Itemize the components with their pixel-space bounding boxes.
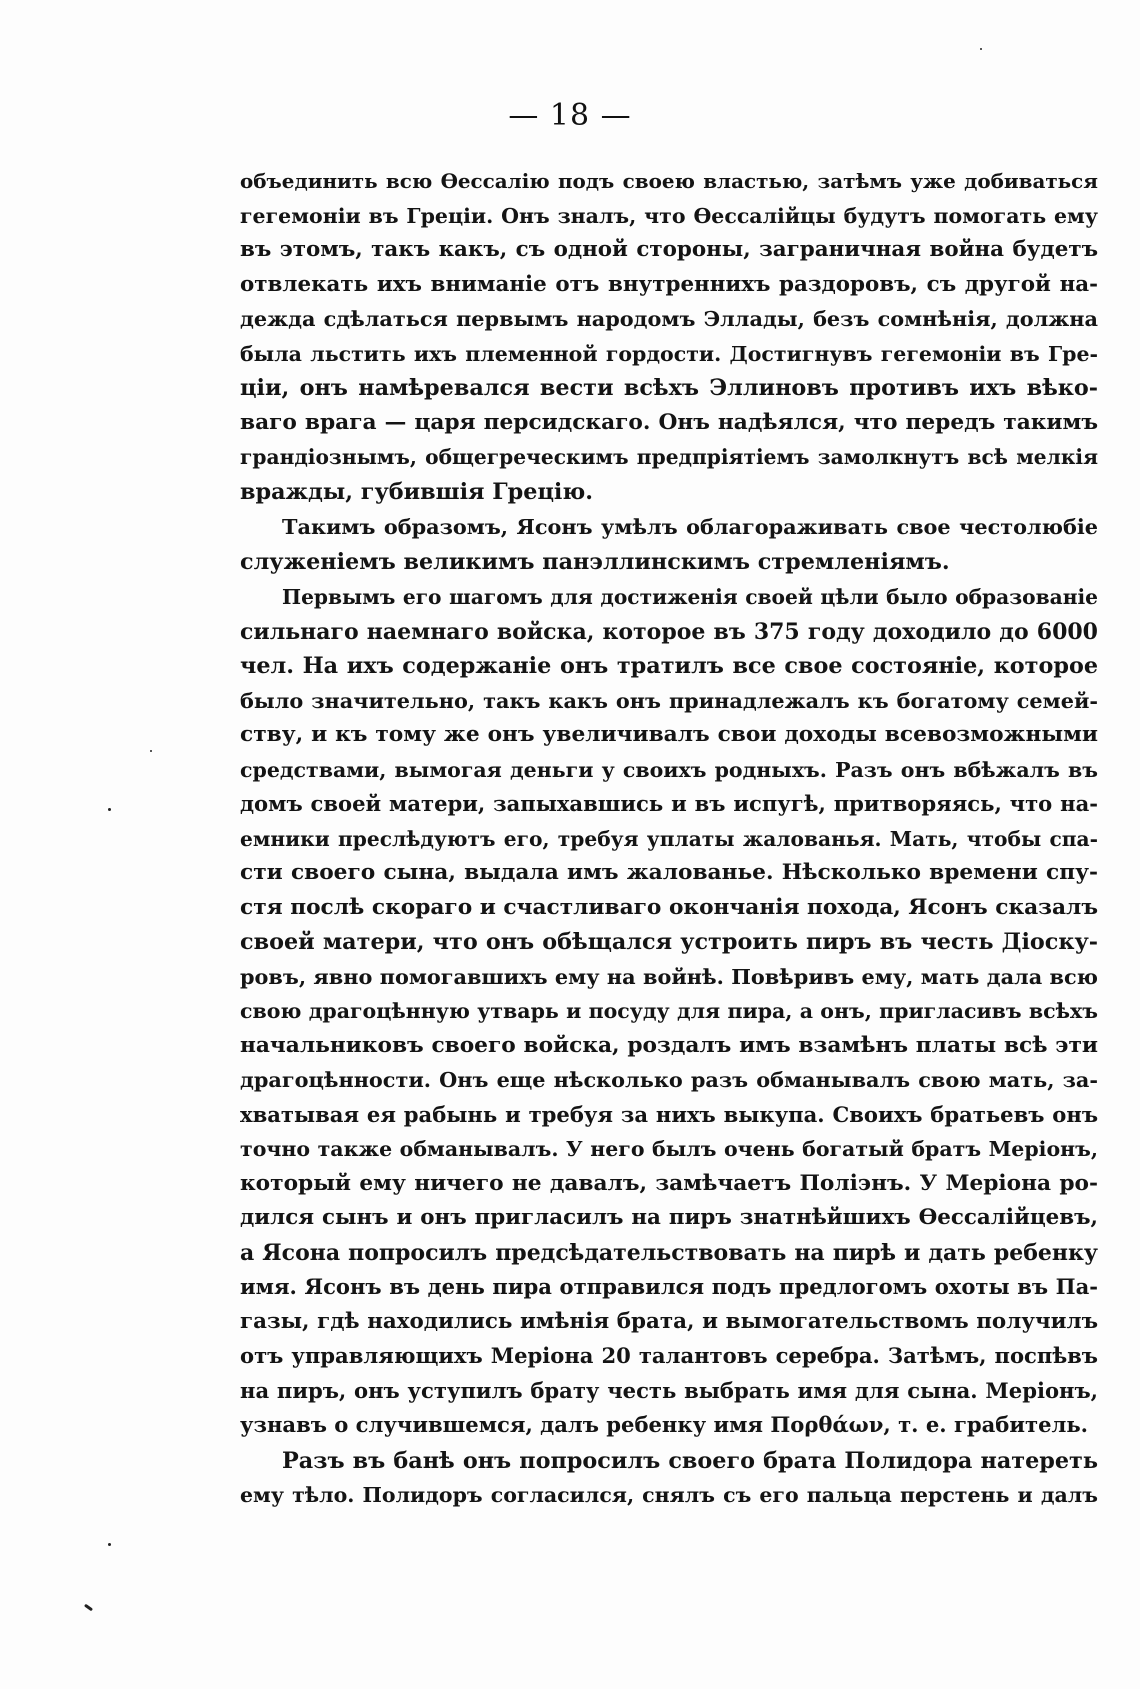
text-line: было значительно, такъ какъ онъ принадлежалъ къ богатому семей- [240,687,1098,713]
text-line: гегемоніи въ Греціи. Онъ зналъ, что Ѳессалійцы будутъ помогать ему [240,203,1098,228]
text-line: объединить всю Ѳессалію подъ своею властью, затѣмъ уже добиваться [240,169,1098,193]
text-line: ваго врага — царя персидскаго. Онъ надѣялся, что передъ такимъ [240,409,1098,435]
body-text [240,164,1098,1513]
text-line: газы, гдѣ находились имѣнія брата, и вымогательствомъ получилъ [240,1308,1098,1334]
page-number: — 18 — [508,98,632,133]
text-line: дился сынъ и онъ пригласилъ на пиръ знатнѣйшихъ Ѳессалійцевъ, [240,1205,1098,1230]
text-line: въ этомъ, такъ какъ, съ одной стороны, заграничная война будетъ [240,237,1098,262]
scan-speck [84,1604,93,1612]
text-line: на пиръ, онъ уступилъ брату честь выбрать имя для сына. Меріонъ, [240,1377,1098,1403]
text-line: стя послѣ скораго и счастливаго окончанія похода, Ясонъ сказалъ [240,894,1098,920]
paragraph [240,1444,1098,1513]
scan-speck [108,1543,111,1546]
text-line: грандіознымъ, общегреческимъ предпріятіемъ замолкнутъ всѣ мелкія [240,445,1098,469]
text-line: была льстить ихъ племенной гордости. Достигнувъ гегемоніи въ Гре- [240,341,1098,366]
text-line: емники преслѣдуютъ его, требуя уплаты жалованья. Мать, чтобы спа- [240,826,1098,851]
text-line: Такимъ образомъ, Ясонъ умѣлъ облагораживать свое честолюбіе [282,514,1098,539]
text-line: хватывая ея рабынь и требуя за нихъ выкупа. Своихъ братьевъ онъ [240,1101,1098,1127]
scan-speck [980,48,982,50]
paragraph [240,164,1098,509]
text-line: точно также обманывалъ. У него былъ очень богатый братъ Меріонъ, [240,1137,1098,1161]
text-line: служеніемъ великимъ панэллинскимъ стремленіямъ. [240,548,950,575]
text-line: чел. На ихъ содержаніе онъ тратилъ все свое состояніе, которое [240,653,1098,679]
text-line: драгоцѣнности. Онъ еще нѣсколько разъ обманывалъ свою мать, за- [240,1067,1098,1092]
text-line: начальниковъ своего войска, роздалъ имъ взамѣнъ платы всѣ эти [240,1032,1098,1058]
text-line: а Ясона попросилъ предсѣдательствовать на пирѣ и дать ребенку [240,1239,1098,1266]
text-line: узнавъ о случившемся, далъ ребенку имя Πορθάων, т. е. грабитель. [240,1412,1089,1437]
text-line: ему тѣло. Полидоръ согласился, снялъ съ его пальца перстень и далъ [240,1483,1098,1507]
text-line: средствами, вымогая деньги у своихъ родныхъ. Разъ онъ вбѣжалъ въ [240,757,1098,782]
text-line: вражды, губившія Грецію. [240,478,594,505]
text-line: который ему ничего не давалъ, замѣчаетъ Поліэнъ. У Меріона ро- [240,1170,1098,1196]
paragraph [240,580,1098,1443]
scan-speck [150,750,152,752]
text-line: дежда сдѣлаться первымъ народомъ Эллады, безъ сомнѣнія, должна [240,306,1098,331]
text-line: ству, и къ тому же онъ увеличивалъ свои доходы всевозможными [240,722,1098,747]
text-line: своей матери, что онъ обѣщался устроить пиръ въ честь Діоску- [240,929,1098,955]
text-line: ціи, онъ намѣревался вести всѣхъ Эллиновъ противъ ихъ вѣко- [240,375,1098,401]
text-line: Первымъ его шагомъ для достиженія своей цѣли было образованіе [282,585,1098,609]
scan-speck [108,808,111,811]
text-line: сильнаго наемнаго войска, которое въ 375 году доходило до 6000 [240,618,1098,645]
text-line: Разъ въ банѣ онъ попросилъ своего брата Полидора натереть [282,1447,1098,1474]
text-line: отвлекать ихъ вниманіе отъ внутреннихъ раздоровъ, съ другой на- [240,271,1098,297]
text-line: ровъ, явно помогавшихъ ему на войнѣ. Повѣривъ ему, мать дала всю [240,963,1098,989]
text-line: домъ своей матери, запыхавшись и въ испугѣ, притворяясь, что на- [240,791,1098,816]
text-line: отъ управляющихъ Меріона 20 талантовъ серебра. Затѣмъ, поспѣвъ [240,1343,1098,1368]
text-line: имя. Ясонъ въ день пира отправился подъ предлогомъ охоты въ Па- [240,1274,1098,1299]
text-line: сти своего сына, выдала имъ жалованье. Нѣсколько времени спу- [240,860,1098,885]
paragraph [240,510,1098,579]
text-line: свою драгоцѣнную утварь и посуду для пира, а онъ, пригласивъ всѣхъ [240,999,1098,1023]
